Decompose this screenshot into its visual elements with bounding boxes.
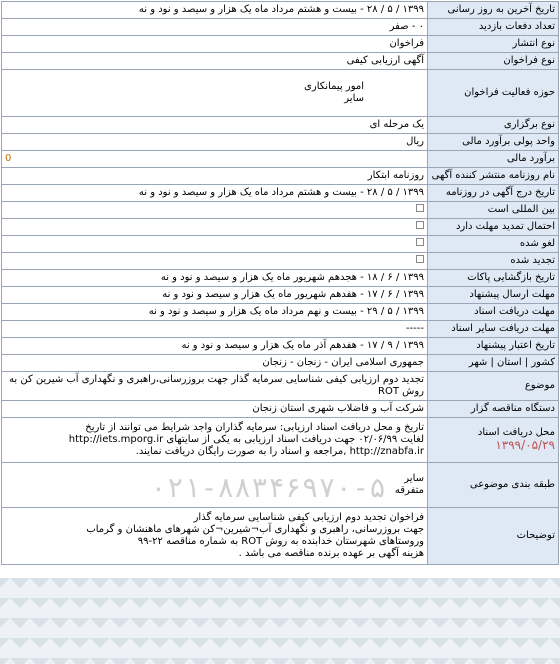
phone-watermark: ۰۲۱-۸۸۳۴۶۹۷۰-۵ [150,471,387,504]
label-extension: احتمال تمدید مهلت دارد [428,219,559,236]
row-location [2,355,559,372]
value-newspaper: روزنامه ابتکار [2,168,428,185]
value-subject: تجدید دوم ارزیابی کیفی شناسایی سرمایه گذار جهت بروزرسانی،راهبری و نگهداری آب شیرین کن به روش ROT [2,372,428,401]
row-ad-date [2,185,559,202]
row-international [2,202,559,219]
doc-location-line1: تاریخ و محل دریافت اسناد ارزیابی: سرمایه گذاران واجد شرایط می توانند از تاریخ [85,422,424,433]
value-cancelled [2,236,428,253]
label-subject: موضوع [428,372,559,401]
row-financial-estimate [2,151,559,168]
doc-location-line3: http://znabfa.ir ,مراجعه و اسناد را به صورت رایگان دریافت نمایند. [135,446,424,457]
label-holding-type: نوع برگزاری [428,117,559,134]
label-description: توضیحات [428,508,559,565]
doc-location-date-overlay: ۱۳۹۹/۰۵/۲۹ [495,438,555,452]
value-extension [2,219,428,236]
category-line2: متفرقه [394,485,424,496]
row-call-type [2,53,559,70]
label-doc-location [428,418,559,463]
label-other-docs-deadline: مهلت دریافت سایر اسناد [428,321,559,338]
row-renewed [2,253,559,270]
row-validity-date [2,338,559,355]
value-international [2,202,428,219]
description-line2: جهت بروزرسانی، راهبری و نگهداری آب¬شیرین¬کن شهرهای ماهنشان و گرماب [86,524,424,535]
decorative-background [0,578,560,664]
label-activity-area: حوزه فعالیت فراخوان [428,70,559,117]
category-line1: سایر [404,473,424,484]
row-other-docs-deadline [2,321,559,338]
label-organizer: دستگاه مناقصه گزار [428,401,559,418]
value-holding-type: یک مرحله ای [2,117,428,134]
value-organizer: شرکت آب و فاضلاب شهری استان زنجان [2,401,428,418]
row-activity-area [2,70,559,117]
value-document-deadline: ۱۳۹۹ / ۵ / ۲۹ - بیست و نهم مرداد ماه یک هزار و سیصد و نود و نه [2,304,428,321]
label-newspaper: نام روزنامه منتشر کننده آگهی [428,168,559,185]
label-category: طبقه بندی موضوعی [428,463,559,508]
value-renewed [2,253,428,270]
row-organizer [2,401,559,418]
description-line1: فراخوان تجدید دوم ارزیابی کیفی شناسایی سرمایه گذار [193,512,424,523]
activity-area-line1: امور پیمانکاری [304,81,364,92]
label-document-deadline: مهلت دریافت اسناد [428,304,559,321]
label-international: بین المللی است [428,202,559,219]
value-activity-area [2,70,428,117]
label-renewed: تجدید شده [428,253,559,270]
row-last-update [2,2,559,19]
value-ad-date: ۱۳۹۹ / ۵ / ۲۸ - بیست و هشتم مرداد ماه یک هزار و سیصد و نود و نه [2,185,428,202]
description-line3: وروستاهای شهرستان خدابنده به روش ROT به شماره مناقصه ۲۲-۹۹ [137,536,424,547]
label-location: کشور | استان | شهر [428,355,559,372]
row-doc-location [2,418,559,463]
row-extension [2,219,559,236]
label-doc-location-text: محل دریافت اسناد [477,427,555,438]
row-opening-date [2,270,559,287]
value-call-type: آگهی ارزیابی کیفی [2,53,428,70]
doc-location-line2: لغایت ۰۲/۰۶/۹۹ جهت دریافت اسناد ارزیابی به یکی از سایتهای http://iets.mporg.ir [68,434,424,445]
row-visits [2,19,559,36]
value-location: جمهوری اسلامی ایران - زنجان - زنجان [2,355,428,372]
label-cancelled: لغو شده [428,236,559,253]
value-other-docs-deadline: ----- [2,321,428,338]
checkbox-icon [416,255,424,263]
description-line4: هزینه آگهی بر عهده برنده مناقصه می باشد . [238,548,424,559]
row-newspaper [2,168,559,185]
value-currency-unit: ریال [2,134,428,151]
value-doc-location [2,418,428,463]
value-opening-date: ۱۳۹۹ / ۶ / ۱۸ - هجدهم شهریور ماه یک هزار و سیصد و نود و نه [2,270,428,287]
row-cancelled [2,236,559,253]
row-subject [2,372,559,401]
label-opening-date: تاریخ بازگشایی پاکات [428,270,559,287]
row-document-deadline [2,304,559,321]
label-visits: تعداد دفعات بازدید [428,19,559,36]
checkbox-icon [416,238,424,246]
label-publish-type: نوع انتشار [428,36,559,53]
label-currency-unit: واحد پولی برآورد مالی [428,134,559,151]
value-last-update: ۱۳۹۹ / ۵ / ۲۸ - بیست و هشتم مرداد ماه یک هزار و سیصد و نود و نه [2,2,428,19]
row-publish-type [2,36,559,53]
row-holding-type [2,117,559,134]
value-proposal-deadline: ۱۳۹۹ / ۶ / ۱۷ - هفدهم شهریور ماه یک هزار و سیصد و نود و نه [2,287,428,304]
row-proposal-deadline [2,287,559,304]
row-description [2,508,559,565]
value-publish-type: فراخوان [2,36,428,53]
value-description [2,508,428,565]
label-last-update: تاریخ آخرین به روز رسانی [428,2,559,19]
label-ad-date: تاریخ درج آگهی در روزنامه [428,185,559,202]
value-financial-estimate: 0 [2,151,428,168]
label-call-type: نوع فراخوان [428,53,559,70]
label-proposal-deadline: مهلت ارسال پیشنهاد [428,287,559,304]
value-validity-date: ۱۳۹۹ / ۹ / ۱۷ - هفدهم آذر ماه یک هزار و سیصد و نود و نه [2,338,428,355]
value-visits: ۰ - صفر [2,19,428,36]
checkbox-icon [416,204,424,212]
activity-area-line2: سایر [344,93,364,104]
label-financial-estimate: برآورد مالی [428,151,559,168]
label-validity-date: تاریخ اعتبار پیشنهاد [428,338,559,355]
row-currency-unit [2,134,559,151]
checkbox-icon [416,221,424,229]
